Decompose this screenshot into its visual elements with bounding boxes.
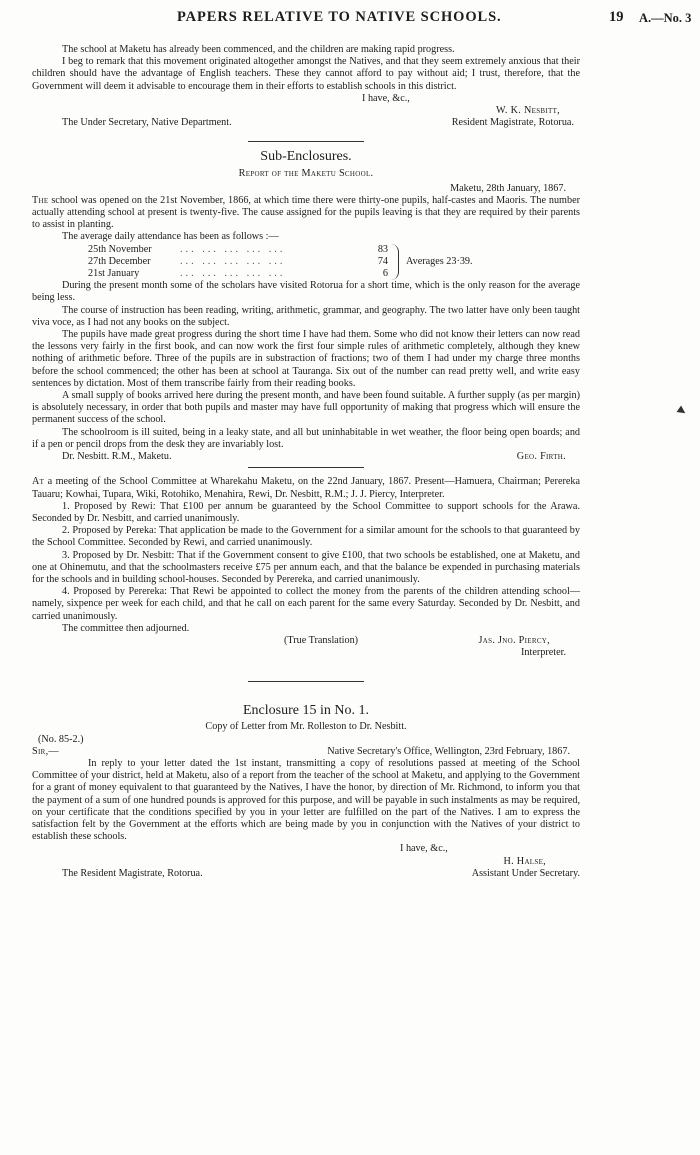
enclosure-subtitle: Copy of Letter from Mr. Rolleston to Dr. Nesbitt. [205, 721, 407, 733]
attendance-row [88, 256, 388, 268]
addressee: The Under Secretary, Native Department. [62, 117, 232, 129]
adjourned-note: The committee then adjourned. [62, 622, 190, 634]
paragraph [32, 476, 580, 500]
document-body [32, 44, 580, 880]
resolution-item: 1. Proposed by Rewi: That £100 per annum be guaranteed by the School Committee to support schools for the Arawa. Seconded by Dr. Nesbitt, and carried unanimously. [32, 500, 580, 524]
attendance-date: 21st January [88, 268, 140, 280]
signatory: Geo. Firth. [516, 451, 566, 463]
leader-dots: ... ... ... ... ... [180, 268, 286, 280]
attendance-intro: The average daily attendance has been as follows :— [62, 231, 279, 243]
paragraph: The school at Maketu has already been commenced, and the children are making rapid progress. [62, 44, 455, 55]
resolution-item: 2. Proposed by Pereka: That application be made to the Government for a similar amount for the schools to that guaranteed by the School Committee. Seconded by Rewi, and carried unanimously. [32, 525, 580, 549]
lead-word: The [32, 194, 49, 206]
addressee: The Resident Magistrate, Rotorua. [62, 867, 203, 879]
paragraph: During the present month some of the scholars have visited Rotorua for a short time, which is the only reason for the average being less. [32, 280, 580, 304]
attendance-value: 83 [377, 243, 388, 255]
attendance-value: 6 [382, 268, 388, 280]
paragraph-text: school was opened on the 21st November, 1866, at which time there were thirty-one pupils, half-castes and Maoris. The number actually attending school at present is twenty-five. The cause assigned for the pupils leaving is that they are required by their parents to assist in planting. [32, 194, 580, 231]
signatory: H. Halse, [503, 855, 546, 867]
addressee-row [32, 868, 580, 880]
attendance-date: 25th November [88, 243, 152, 255]
signatory-title: Resident Magistrate, Rotorua. [451, 117, 574, 129]
paragraph: I beg to remark that this movement originated altogether amongst the Natives, and that they seem extremely anxious that their children should have the advantage of English teachers. These they cannot afford to pay without aid; I trust, therefore, that the Government will deem it advisable to encourage them in their efforts to establish schools in this district. [32, 56, 580, 92]
addressee: Dr. Nesbitt. R.M., Maketu. [62, 451, 172, 463]
leader-dots: ... ... ... ... ... [180, 243, 286, 255]
leader-dots: ... ... ... ... ... [180, 255, 286, 267]
attendance-row [88, 244, 388, 256]
closing: I have, &c., [362, 92, 410, 104]
margin-mark-icon [676, 405, 687, 416]
signatory: Jas. Jno. Piercy, [478, 634, 550, 646]
paragraph: A small supply of books arrived here during the present month, and have been found suitable. A further supply (as per margin) is absolutely necessary, in order that both pupils and master may have full opportunity of making that progress which will ensure the permanent success of the school. [32, 390, 580, 426]
report-title: Report of the Maketu School. [238, 168, 374, 180]
paper-reference: A.—No. 3 [639, 11, 692, 25]
section-divider [248, 141, 364, 142]
attendance-table [88, 243, 473, 281]
signatory-title: Assistant Under Secretary. [471, 867, 580, 879]
page-number: 19 [609, 9, 624, 25]
signatory: W. K. Nesbitt, [495, 105, 560, 117]
paragraph-text: a meeting of the School Committee at Wharekahu Maketu, on the 22nd January, 1867. Present—Hamuera, Chairman; Perereka Tauaru; Kowhai, Tupara, Wiki, Rotohiko, Menahira, Rewi, Dr. Nesbitt, R.M.; J. J. Piercy, Interpreter. [32, 476, 580, 500]
section-heading: Sub-Enclosures. [260, 149, 352, 165]
letter-body: In reply to your letter dated the 1st instant, transmitting a copy of resolutions passed at meeting of the School Committee of your district, held at Maketu, also of a report from the teacher of the school at Maketu, and applying to the Government for a grant of money equivalent to that guaranteed by the Natives, I have the honor, by direction of Mr. Richmond, to inform you that the payment of a sum of one hundred pounds is approved for this purpose, and will be payable in such instalments as may be required, on your certificate that the conditions specified by you in your letter are fulfilled on the part of the Natives. I am to express the satisfaction felt by the Government at the efforts which are being made by you in conjunction with the Natives of your district to establish these schools. [32, 757, 580, 843]
resolution-item: 4. Proposed by Perereka: That Rewi be appointed to collect the money from the parents of the children attending school—namely, sixpence per week for each child, and that he call on each parent for the same every Saturday. Seconded by Dr. Nesbitt, and carried unanimously. [32, 586, 580, 622]
section-divider [248, 467, 364, 468]
translation-note: (True Translation) [284, 634, 359, 646]
attendance-value: 74 [377, 255, 388, 267]
salutation: Sir,— [32, 745, 59, 757]
addressee-row [32, 117, 580, 129]
place-date: Native Secretary's Office, Wellington, 23rd February, 1867. [327, 745, 570, 757]
attendance-row [88, 268, 388, 280]
enclosure-heading: Enclosure 15 in No. 1. [243, 703, 369, 719]
attendance-date: 27th December [88, 255, 151, 267]
paragraph [32, 195, 580, 232]
letter-number: (No. 85-2.) [38, 733, 84, 745]
translation-row [32, 635, 580, 647]
page-header [32, 0, 692, 30]
place-date: Maketu, 28th January, 1867. [450, 182, 566, 194]
signatory-title: Interpreter. [521, 647, 566, 659]
signature-row [32, 451, 580, 463]
salutation-row [32, 746, 580, 758]
paragraph: The pupils have made great progress during the short time I have had them. Some who did not know their letters can now read the lessons very fairly in the first book, and can now work the first four simple rules of arithmetic completely, although they knew nothing of arithmetic before. Three of the pupils are in substraction of fractions; two of them I had under my charge three months before the school commenced; the other has been at school at Tauranga. Six out of the number can read pretty well, and write easy sentences by dictation. Most of them transcribe fairly from their reading books. [32, 329, 580, 389]
paragraph: The schoolroom is ill suited, being in a leaky state, and all but uninhabitable in wet weather, the floor being open boards; and if a pen or pencil drops from the desk they are invariably lost. [32, 426, 580, 450]
average-note: Averages 23·39. [406, 255, 473, 267]
resolution-item: 3. Proposed by Dr. Nesbitt: That if the Government consent to give £100, that two schools be established, one at Maketu, and one at Ohinemutu, and that the schoolmasters receive £75 per annum each, and that the balance be expended in purchasing materials for the schools and in building school-houses. Seconded by Perereka, and carried unanimously. [32, 549, 580, 585]
section-divider [248, 681, 364, 682]
brace [388, 244, 399, 280]
paragraph: The course of instruction has been reading, writing, arithmetic, grammar, and geography. The two latter have only been taught viva voce, as I had not any books on the subject. [32, 304, 580, 328]
running-title: PAPERS RELATIVE TO NATIVE SCHOOLS. [177, 9, 502, 25]
lead-word: At [32, 476, 45, 488]
closing: I have, &c., [400, 843, 448, 855]
